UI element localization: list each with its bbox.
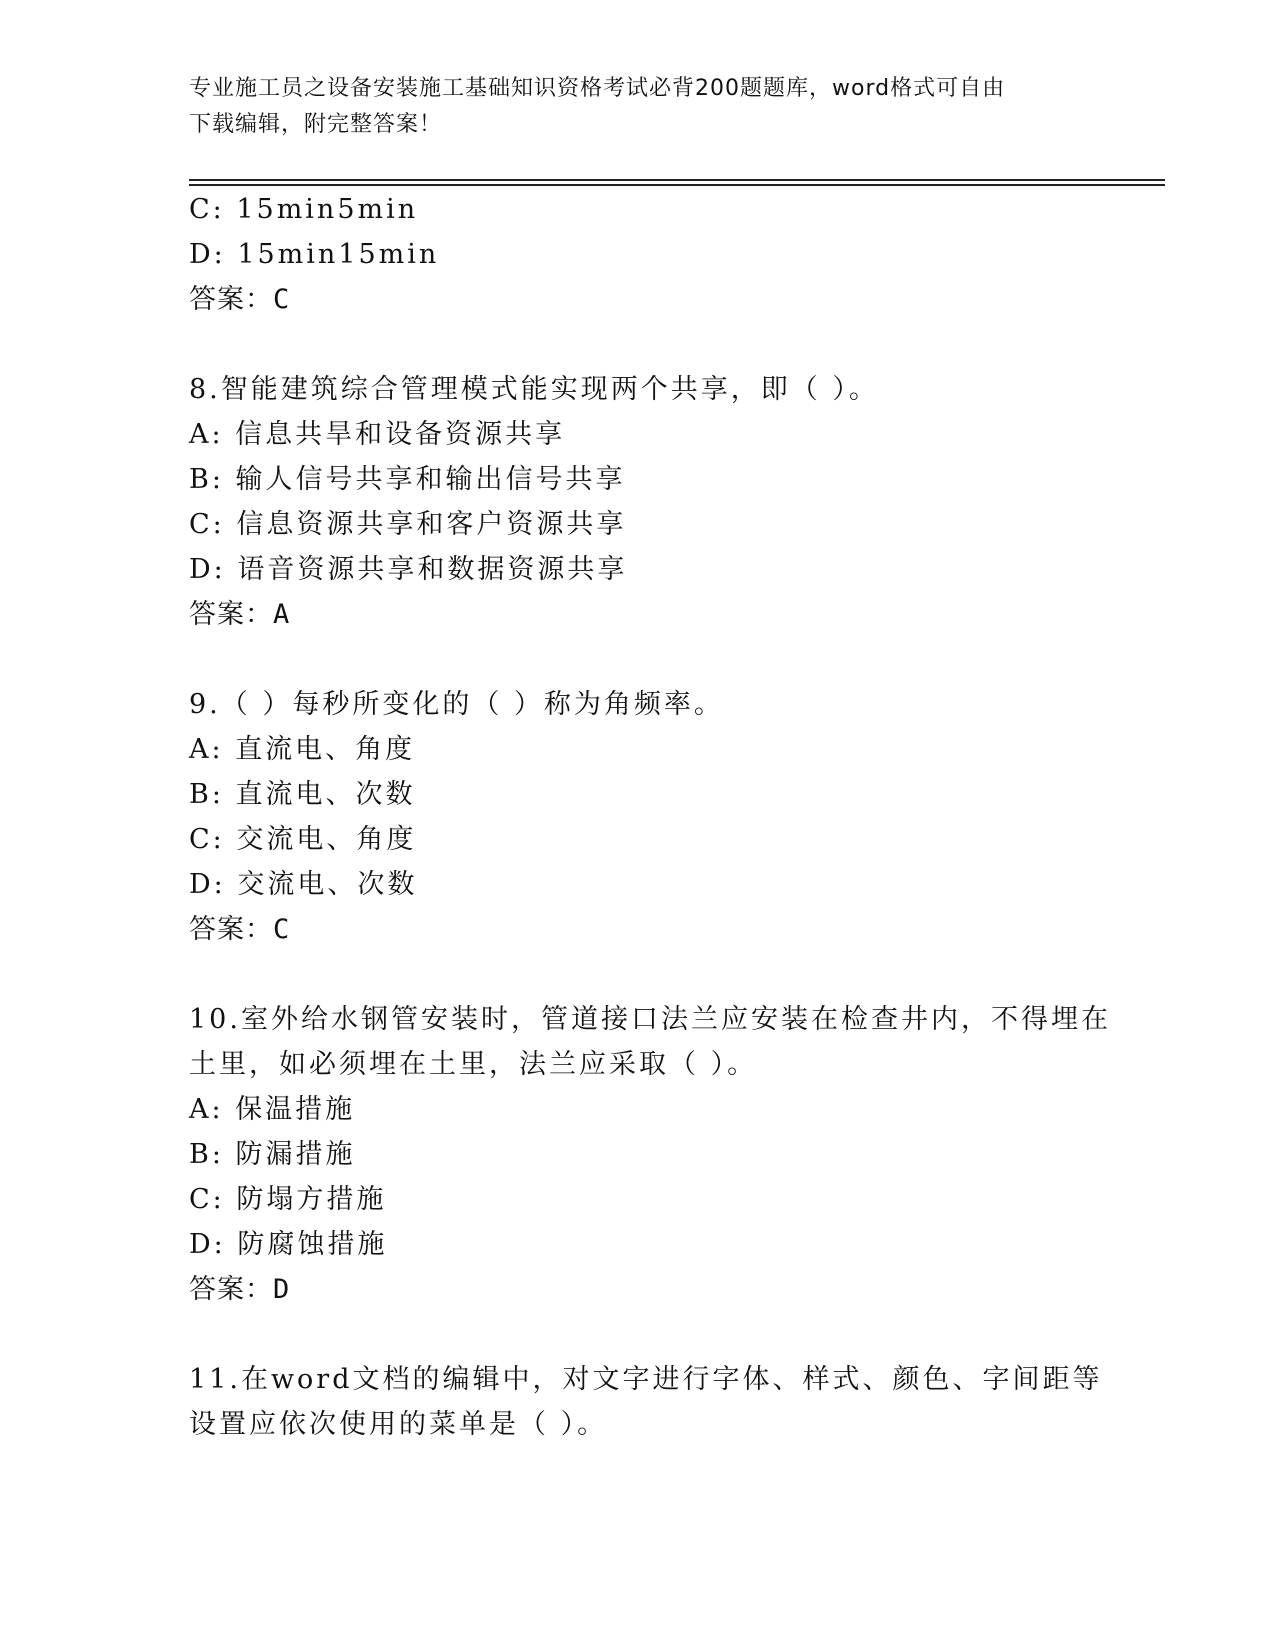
option-b: B: 直流电、次数 xyxy=(189,779,416,810)
question-stem-continued: 设置应依次使用的菜单是（ ）。 xyxy=(189,1409,608,1440)
option-a: A: 信息共旱和设备资源共享 xyxy=(189,419,566,450)
answer-value: A xyxy=(273,599,291,630)
answer-value: C xyxy=(273,914,291,945)
answer-value: D xyxy=(273,1274,291,1305)
question-stem: 11.在word文档的编辑中，对文字进行字体、样式、颜色、字间距等 xyxy=(189,1364,1103,1395)
question-stem-continued: 土里，如必须埋在土里，法兰应采取（ ）。 xyxy=(189,1049,758,1080)
question-stem: 9.（ ）每秒所变化的（ ）称为角频率。 xyxy=(189,689,724,720)
question-stem: 10.室外给水钢管安装时，管道接口法兰应安装在检查井内，不得埋在 xyxy=(189,1004,1111,1035)
answer-line xyxy=(189,282,290,318)
option-b: B: 防漏措施 xyxy=(189,1139,356,1170)
header-divider xyxy=(189,179,1165,181)
option-d: D: 15min15min xyxy=(189,239,440,270)
answer-line xyxy=(189,912,290,948)
option-c: C: 交流电、角度 xyxy=(189,824,417,855)
header-divider xyxy=(189,184,1165,186)
header-line: 专业施工员之设备安装施工基础知识资格考试必背200题题库，word格式可自由 xyxy=(189,76,1006,101)
option-b: B: 输人信号共享和输出信号共享 xyxy=(189,464,626,495)
option-d: D: 语音资源共享和数据资源共享 xyxy=(189,554,628,585)
option-d: D: 交流电、次数 xyxy=(189,869,418,900)
option-a: A: 直流电、角度 xyxy=(189,734,416,765)
option-c: C: 15min5min xyxy=(189,194,419,225)
question-stem: 8.智能建筑综合管理模式能实现两个共享，即（ ）。 xyxy=(189,374,879,405)
answer-label: 答案： xyxy=(189,284,273,315)
option-c: C: 防塌方措施 xyxy=(189,1184,387,1215)
answer-line xyxy=(189,597,290,633)
option-c: C: 信息资源共享和客户资源共享 xyxy=(189,509,627,540)
document-header xyxy=(189,71,1069,143)
answer-label: 答案： xyxy=(189,1274,273,1305)
option-a: A: 保温措施 xyxy=(189,1094,356,1125)
header-line: 下载编辑，附完整答案！ xyxy=(189,112,443,137)
answer-value: C xyxy=(273,284,291,315)
answer-label: 答案： xyxy=(189,599,273,630)
answer-label: 答案： xyxy=(189,914,273,945)
answer-line xyxy=(189,1272,290,1308)
option-d: D: 防腐蚀措施 xyxy=(189,1229,388,1260)
